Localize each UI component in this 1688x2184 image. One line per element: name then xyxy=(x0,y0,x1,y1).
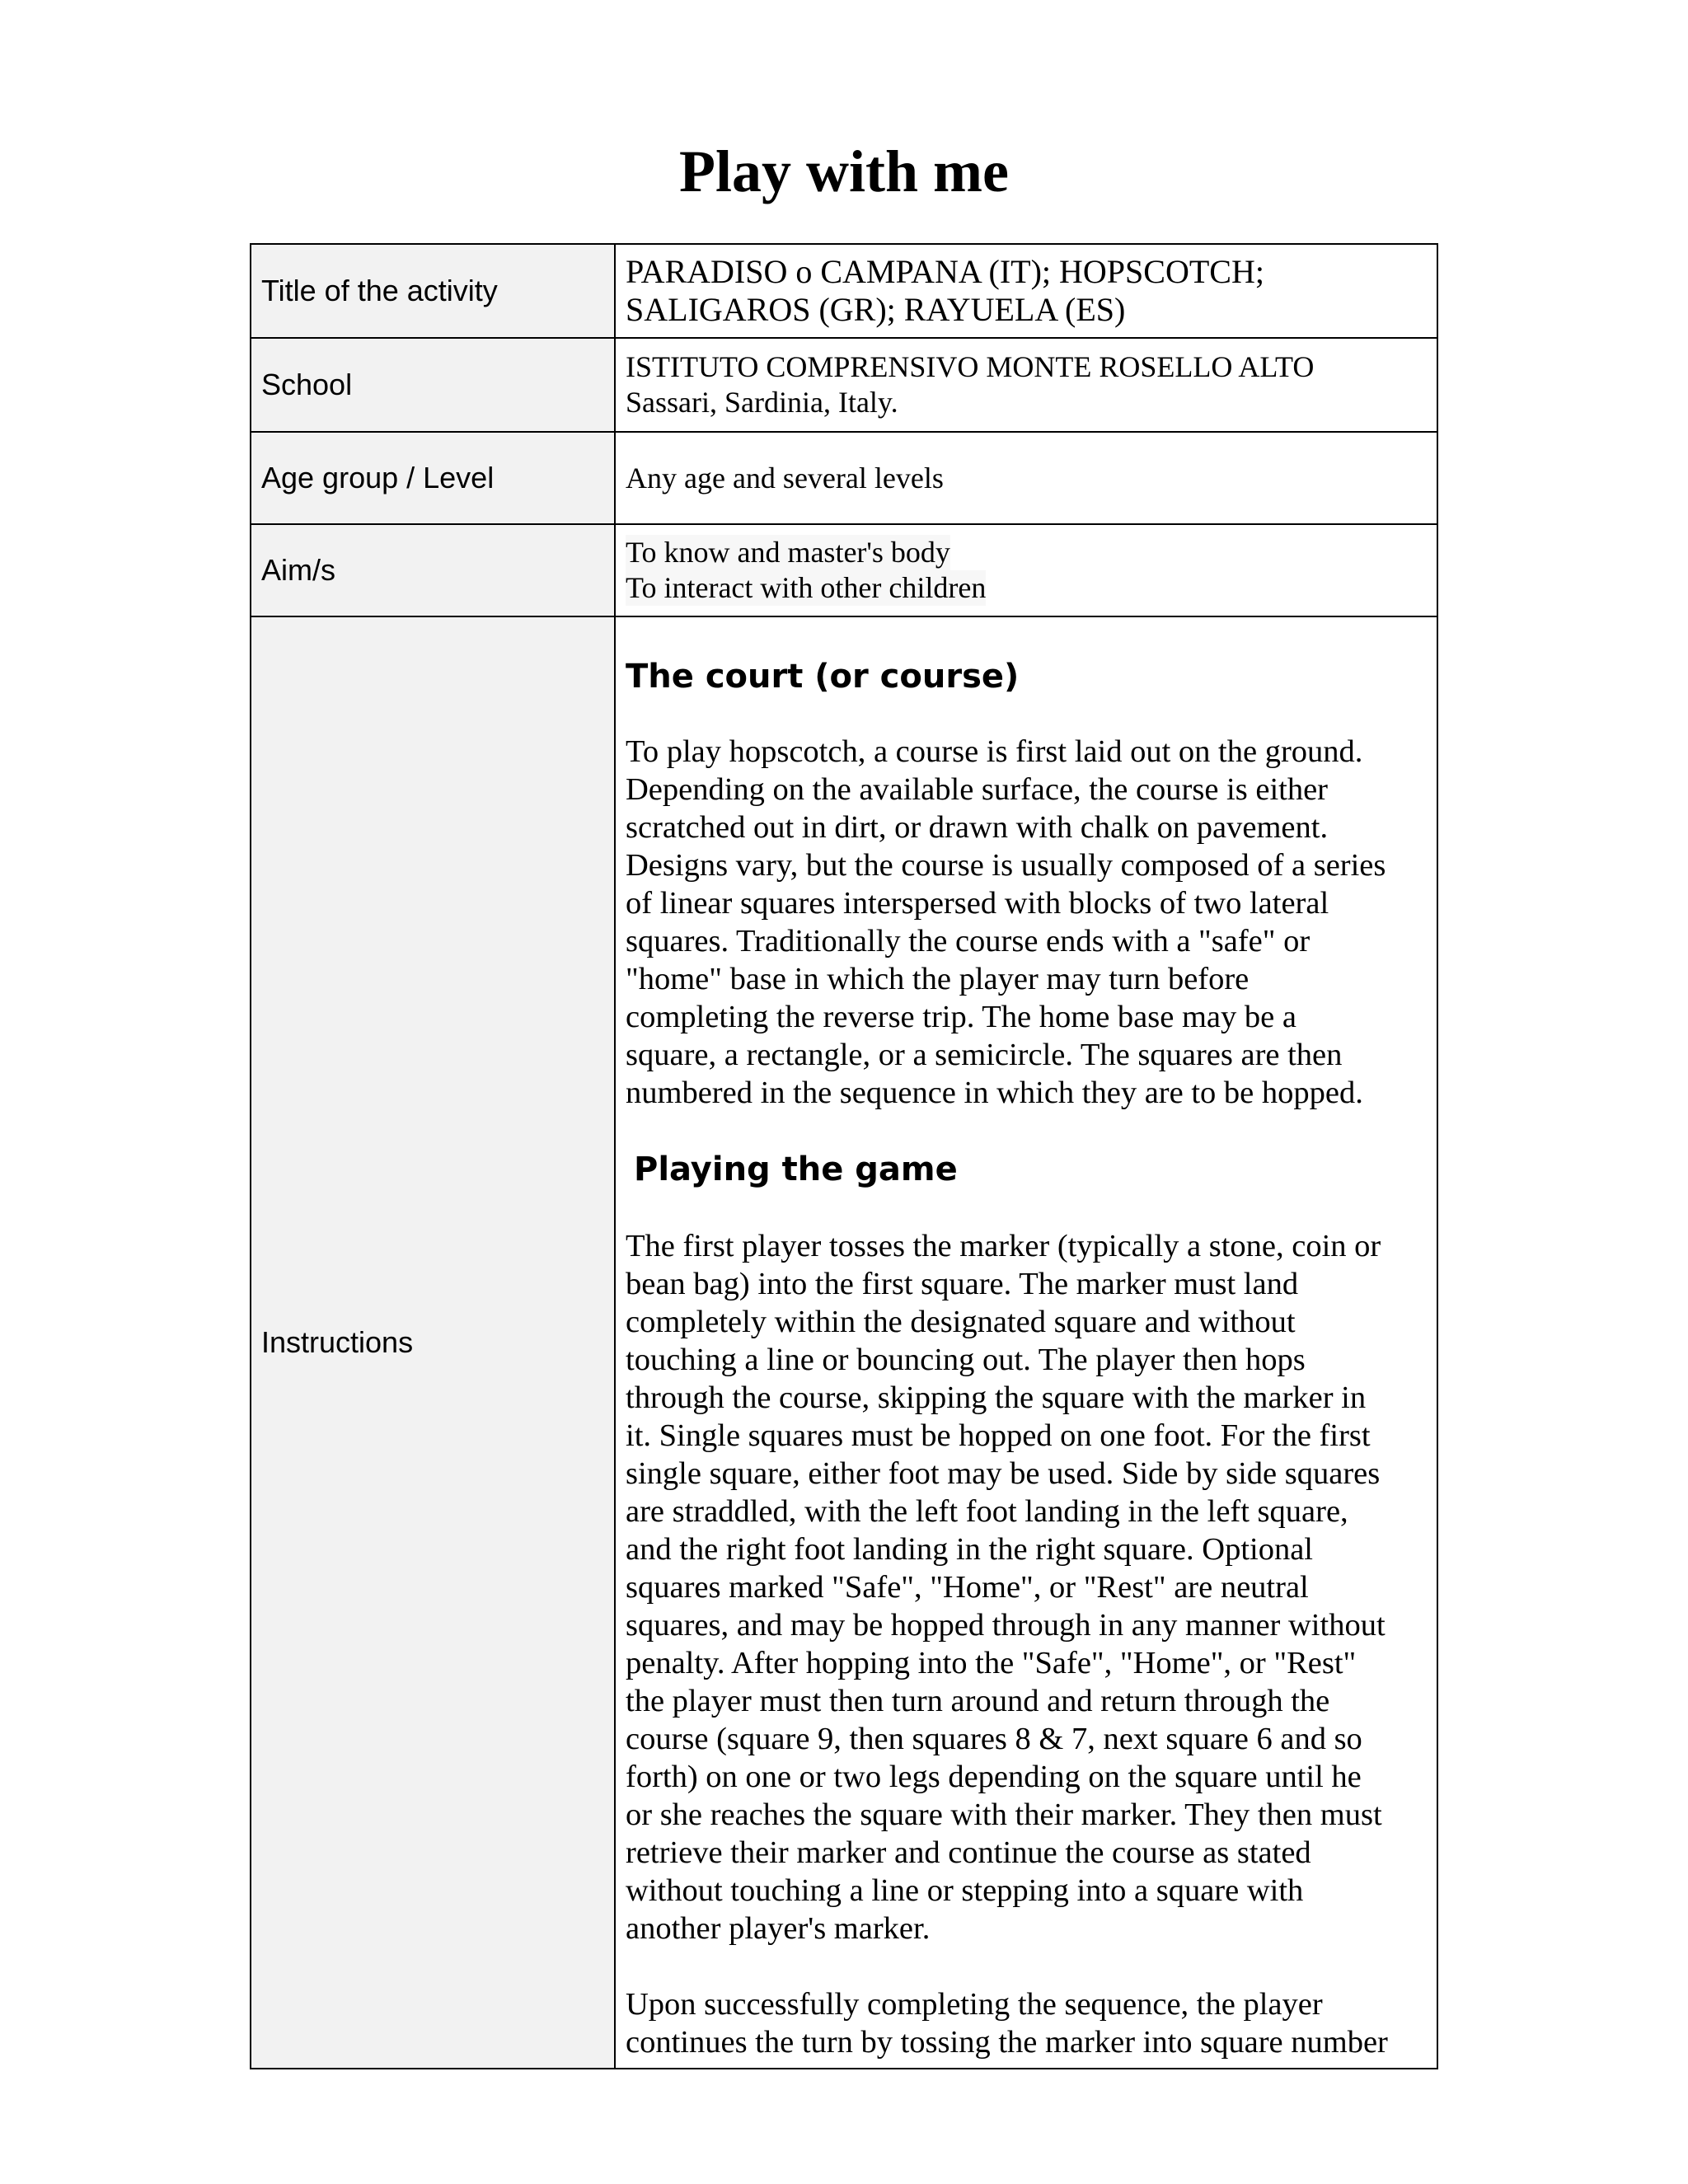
text-line: course (square 9, then squares 8 & 7, next square 6 and so xyxy=(626,1722,1362,1756)
text-line: without touching a line or stepping into a square with xyxy=(626,1873,1304,1908)
table-row-title xyxy=(251,244,1437,338)
text-line: retrieve their marker and continue the course as stated xyxy=(626,1835,1311,1870)
text-line: completing the reverse trip. The home base may be a xyxy=(626,1000,1296,1034)
value-line: PARADISO o CAMPANA (IT); HOPSCOTCH; xyxy=(626,253,1264,290)
text-line: numbered in the sequence in which they are to be hopped. xyxy=(626,1076,1363,1110)
label-aims: Aim/s xyxy=(251,524,615,616)
text-line: Designs vary, but the course is usually composed of a series xyxy=(626,848,1386,883)
text-line: and the right foot landing in the right square. Optional xyxy=(626,1532,1313,1567)
paragraph-playing xyxy=(626,1227,1427,1947)
text-line: scratched out in dirt, or drawn with chalk on pavement. xyxy=(626,810,1329,845)
text-line: squares. Traditionally the course ends with a "safe" or xyxy=(626,924,1311,958)
text-line: it. Single squares must be hopped on one foot. For the first xyxy=(626,1418,1371,1453)
text-line: completely within the designated square and without xyxy=(626,1305,1296,1339)
table-row-age-group xyxy=(251,432,1437,524)
text-line: another player's marker. xyxy=(626,1911,931,1946)
text-line: or she reaches the square with their marker. They then must xyxy=(626,1797,1382,1832)
table-row-school xyxy=(251,338,1437,432)
label-age-group: Age group / Level xyxy=(251,432,615,524)
activity-table xyxy=(250,243,1438,2069)
label-school: School xyxy=(251,338,615,432)
text-line: continues the turn by tossing the marker into square number xyxy=(626,2025,1388,2060)
value-instructions xyxy=(615,616,1437,2069)
value-line: Any age and several levels xyxy=(626,461,944,494)
value-title-of-activity xyxy=(615,244,1437,338)
text-line: square, a rectangle, or a semicircle. The squares are then xyxy=(626,1038,1343,1072)
text-line: squares marked "Safe", "Home", or "Rest" are neutral xyxy=(626,1570,1309,1605)
text-line: Depending on the available surface, the course is either xyxy=(626,772,1329,807)
text-line: through the course, skipping the square with the marker in xyxy=(626,1380,1367,1415)
table-row-instructions xyxy=(251,616,1437,2069)
text-line: the player must then turn around and return through the xyxy=(626,1684,1330,1718)
label-instructions: Instructions xyxy=(251,616,615,2069)
text-line: are straddled, with the left foot landing in the left square, xyxy=(626,1494,1348,1529)
text-line: squares, and may be hopped through in any manner without xyxy=(626,1608,1386,1643)
text-line: forth) on one or two legs depending on the square until he xyxy=(626,1760,1362,1794)
page-title: Play with me xyxy=(679,138,1009,204)
aim-line: To interact with other children xyxy=(626,571,987,604)
aim-line: To know and master's body xyxy=(626,536,950,569)
paragraph-continuation xyxy=(626,1985,1427,2061)
value-aims xyxy=(615,524,1437,616)
text-line: Upon successfully completing the sequence, the player xyxy=(626,1987,1323,2022)
section-heading-playing: Playing the game xyxy=(634,1151,958,1188)
value-line: SALIGAROS (GR); RAYUELA (ES) xyxy=(626,291,1126,328)
text-line: bean bag) into the first square. The marker must land xyxy=(626,1267,1299,1301)
text-line: of linear squares interspersed with blocks of two lateral xyxy=(626,886,1329,921)
value-age-group xyxy=(615,432,1437,524)
paragraph-court xyxy=(626,733,1427,1112)
text-line: "home" base in which the player may turn before xyxy=(626,962,1250,996)
text-line: penalty. After hopping into the "Safe", "Home", or "Rest" xyxy=(626,1646,1357,1680)
text-line: The first player tosses the marker (typically a stone, coin or xyxy=(626,1229,1381,1263)
text-line: single square, either foot may be used. Side by side squares xyxy=(626,1456,1381,1491)
value-line: Sassari, Sardinia, Italy. xyxy=(626,386,898,419)
value-line: ISTITUTO COMPRENSIVO MONTE ROSELLO ALTO xyxy=(626,350,1315,383)
table-row-aims xyxy=(251,524,1437,616)
text-line: To play hopscotch, a course is first laid out on the ground. xyxy=(626,734,1363,769)
label-title-of-activity: Title of the activity xyxy=(251,244,615,338)
value-school xyxy=(615,338,1437,432)
section-heading-court: The court (or course) xyxy=(626,658,1020,696)
text-line: touching a line or bouncing out. The player then hops xyxy=(626,1343,1306,1377)
